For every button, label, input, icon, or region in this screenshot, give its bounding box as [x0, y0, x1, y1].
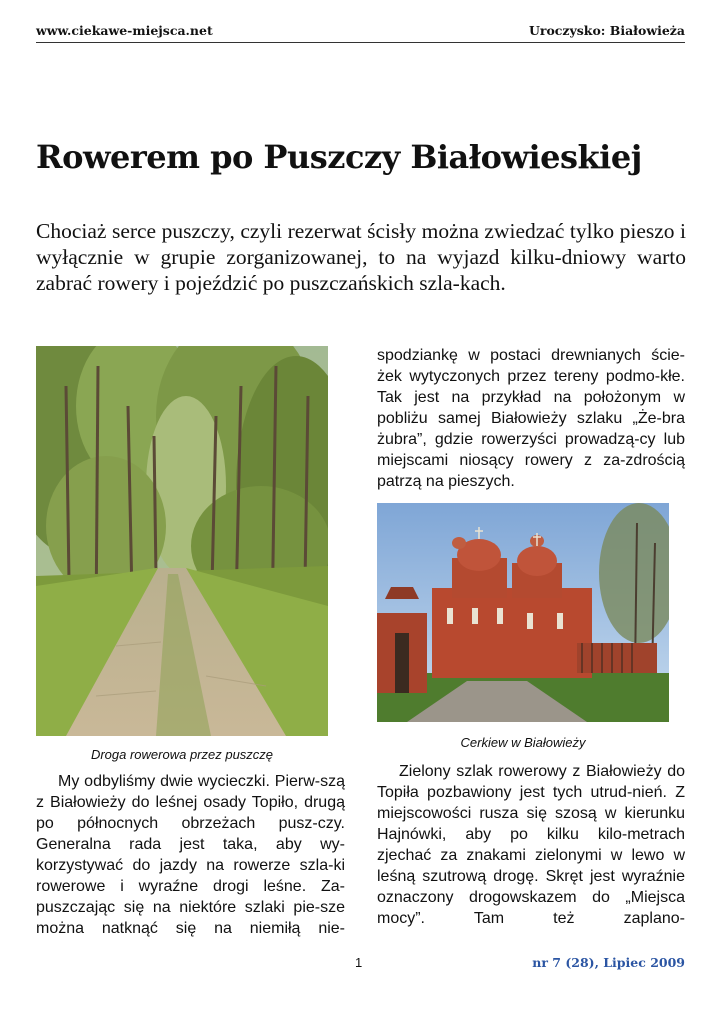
article-title: Rowerem po Puszczy Białowieskiej	[36, 138, 642, 176]
article-lead: Chociaż serce puszczy, czyli rezerwat ścisły można zwiedzać tylko pieszo i wyłącznie w grupie zorganizowanej, to na wyjazd kilku-dniowy warto zabrać rowery i pojeździć po puszczańskich szla-kach.	[36, 219, 686, 295]
forest-road-photo	[36, 346, 328, 736]
issue-label: nr 7 (28), Lipiec 2009	[532, 955, 685, 970]
body-paragraph-right-bottom: Zielony szlak rowerowy z Białowieży do Topiła pozbawiony jest tych utrud-nień. Z miejscowości rusza się szosą w kierunku Hajnówki, aby po kilku kilo-metrach zjechać za znakami zielonymi w lewo w leśną szutrową drogę. Skręt jest wyraźnie oznaczony drogowskazem do „Miejsca mocy”. Tam też zaplano-	[377, 763, 685, 927]
section-title: Uroczysko: Białowieża	[528, 23, 685, 38]
church-photo	[377, 503, 669, 722]
running-header	[36, 22, 685, 43]
site-url[interactable]: www.ciekawe-miejsca.net	[36, 23, 213, 38]
figure-caption-road: Droga rowerowa przez puszczę	[90, 747, 274, 762]
body-paragraph-left: My odbyliśmy dwie wycieczki. Pierw-szą z Białowieży do leśnej osady Topiło, drugą po północnych obrzeżach pusz-czy. Generalna rada jest taka, aby wy-korzystywać do jazdy na rowerze szla-ki rowerowe i wyraźne drogi leśne. Za-puszczając się na niektóre szlaki pie-sze można natknąć się na niemiłą nie-	[36, 773, 345, 937]
page-number: 1	[355, 955, 363, 970]
body-paragraph-right-top: spodziankę w postaci drewnianych ście-żek wytyczonych przez tereny podmo-kłe. Tak jest na przykład na położonym w pobliżu samej Białowieży szlaku „Że-bra żubra”, gdzie rowerzyści prowadzą-cy lub miejscami niosący rowery z za-zdrością patrzą na pieszych.	[377, 347, 685, 490]
figure-caption-church: Cerkiew w Białowieży	[460, 735, 586, 750]
